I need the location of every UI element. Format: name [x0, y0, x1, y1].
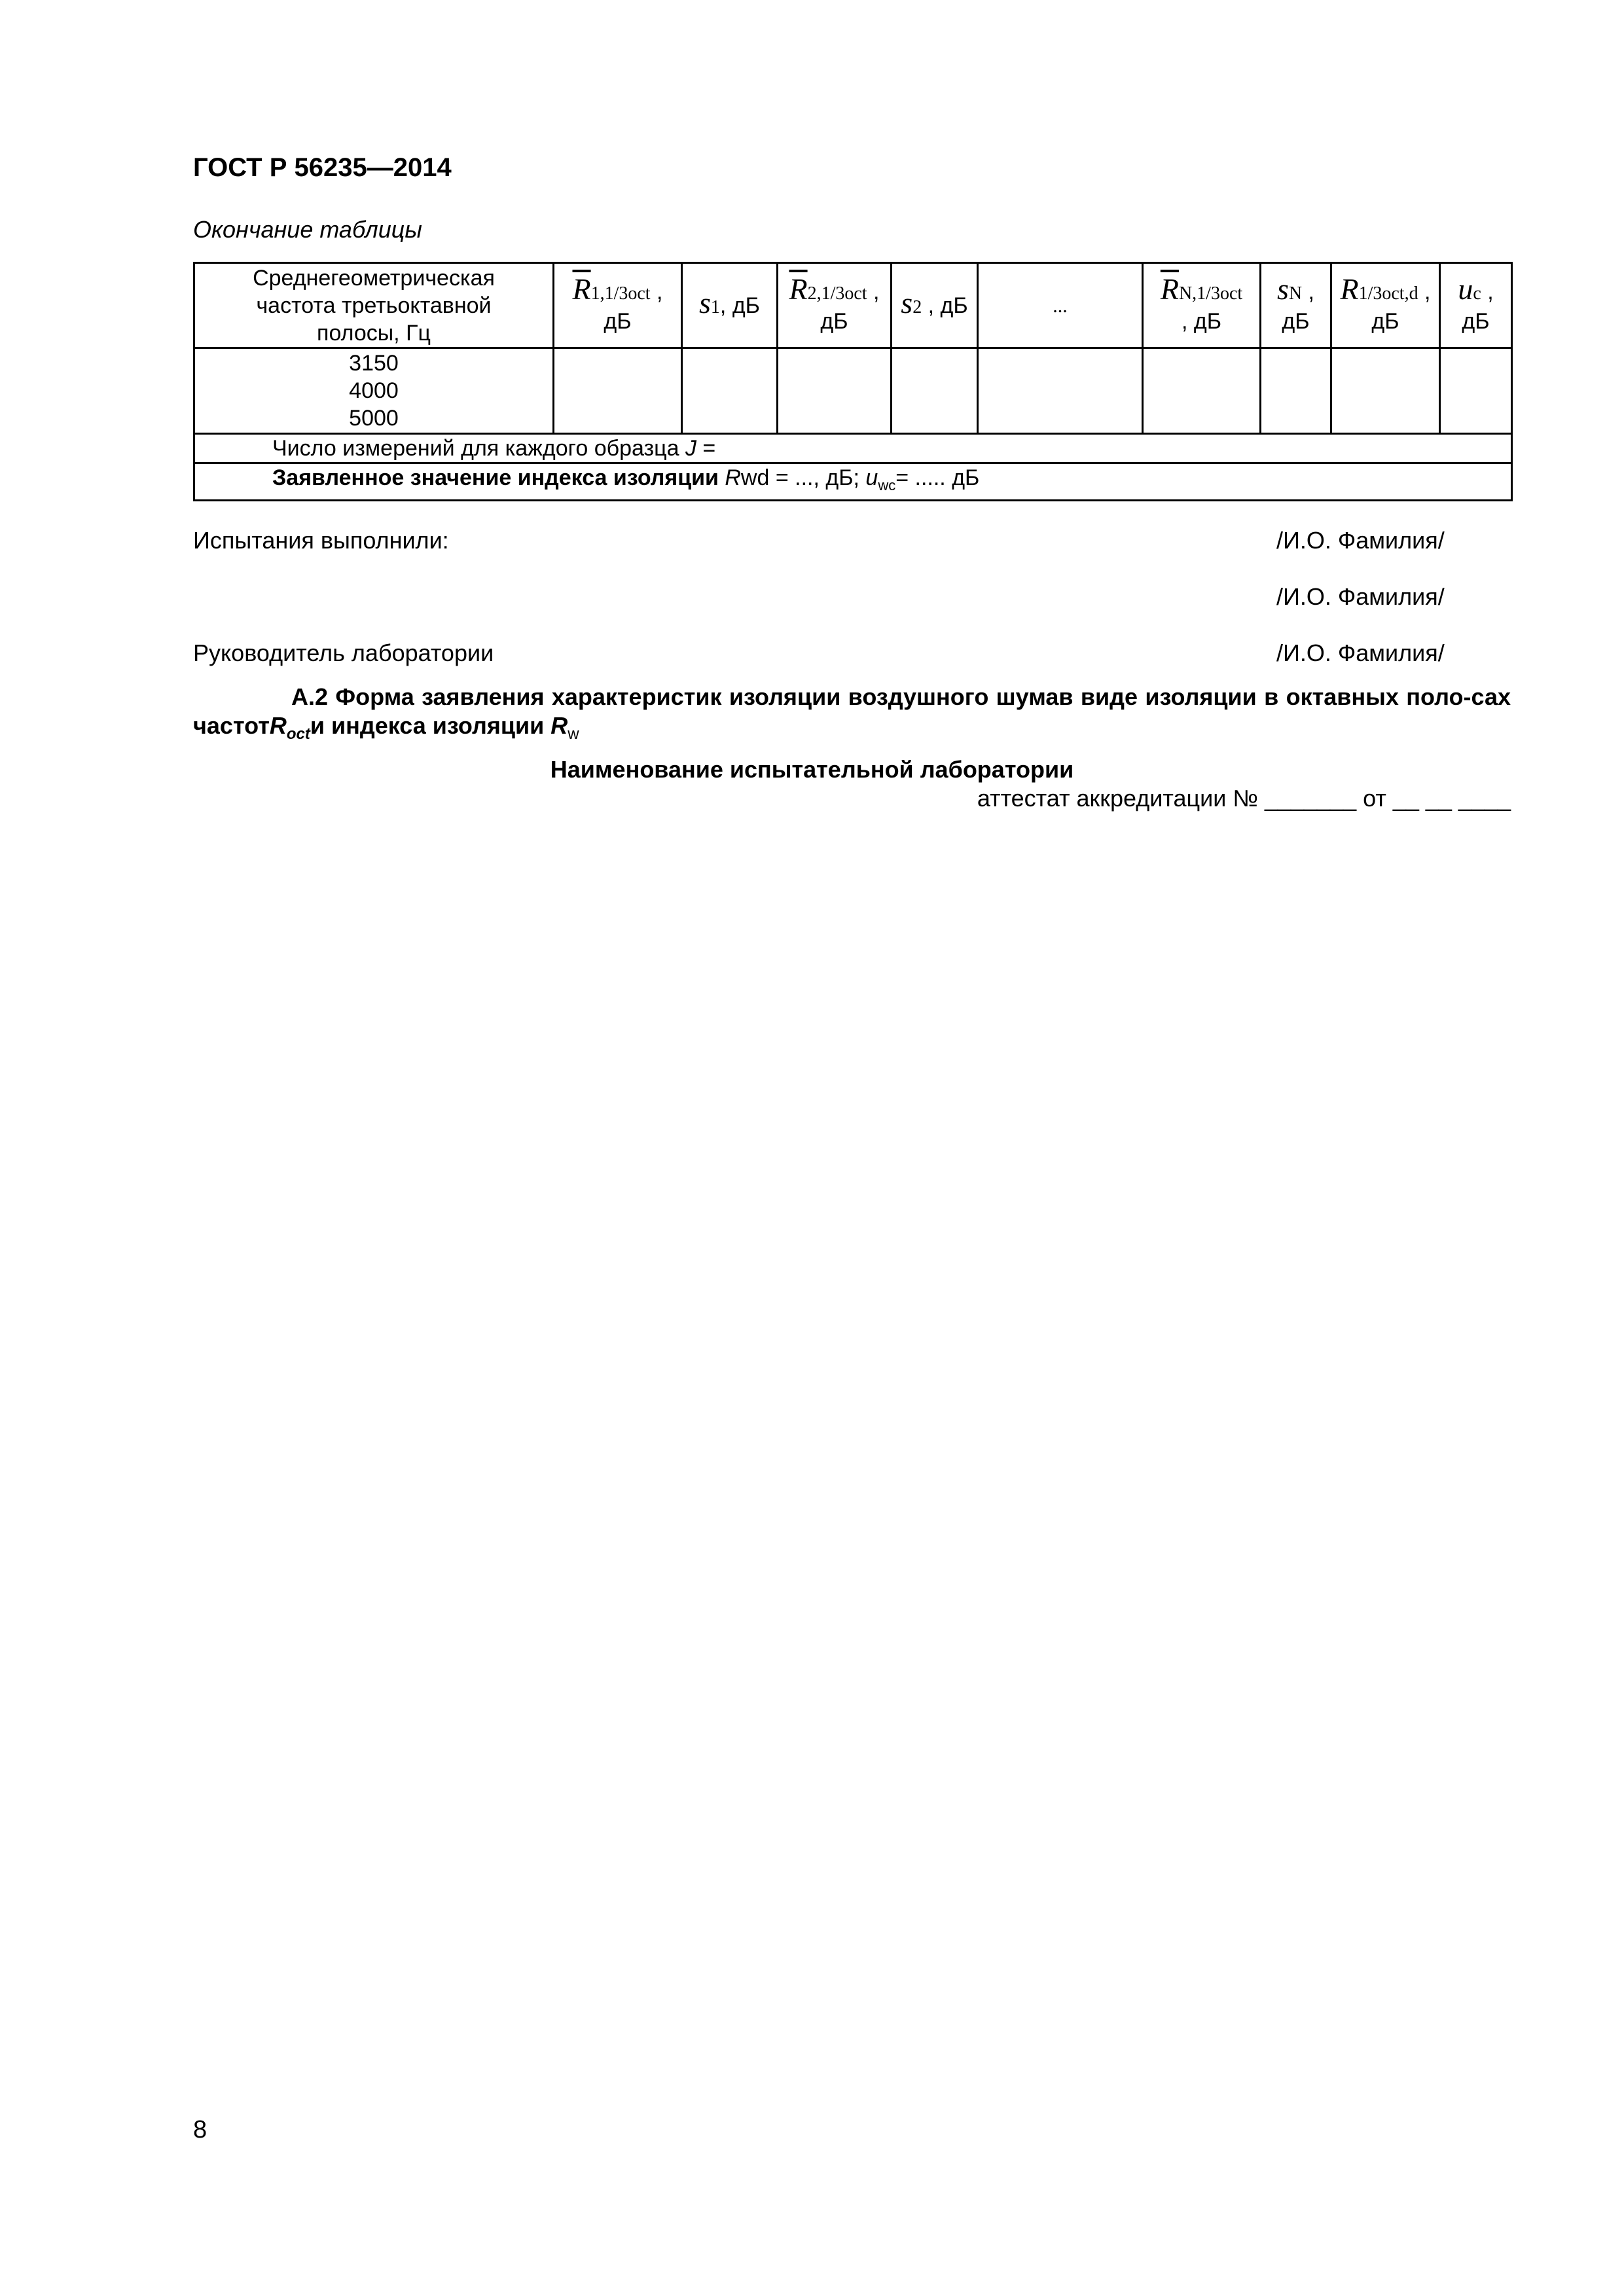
- header-frequency: Среднегеометрическая частота третьоктавной полосы, Гц: [194, 263, 554, 348]
- header-rn: $\overline{R}N,1/3oct$ , дБ: [1143, 263, 1261, 348]
- header-ellipsis: ...: [978, 263, 1143, 348]
- section-a2-heading: А.2 Форма заявления характеристик изоляции воздушного шумав виде изоляции в октавных поло-сах частотR$_{oct}$и индекса изоляции $R_w$: [193, 683, 1511, 744]
- tester-name-1: /И.О. Фамилия/: [1276, 527, 1445, 554]
- frequency-value: 4000: [349, 378, 399, 403]
- lab-name: Наименование испытательной лаборатории: [550, 756, 1074, 783]
- header-uc: uc , дБ: [1440, 263, 1512, 348]
- empty-cell: [892, 348, 978, 434]
- accreditation-line: аттестат аккредитации № _______ от __ __ ____: [977, 785, 1511, 812]
- results-table: [193, 262, 1513, 501]
- empty-cell: [1261, 348, 1331, 434]
- empty-cell: [778, 348, 892, 434]
- header-r2: $\overline{R}2,1/3oct$ , дБ: [778, 263, 892, 348]
- empty-cell: [682, 348, 778, 434]
- header-rd: R1/3oct,d , дБ: [1331, 263, 1440, 348]
- header-s2: s2 , дБ: [892, 263, 978, 348]
- empty-cell: [1143, 348, 1261, 434]
- lab-head-label: Руководитель лаборатории: [193, 639, 494, 666]
- page-number: 8: [193, 2116, 208, 2144]
- frequency-value: 5000: [349, 406, 399, 431]
- frequency-value: 3150: [349, 351, 399, 376]
- header-sn: sN , дБ: [1261, 263, 1331, 348]
- frequency-cell: [194, 348, 554, 434]
- header-s1: s1, дБ: [682, 263, 778, 348]
- measurements-count: Число измерений для каждого образца J =: [194, 434, 1512, 463]
- measurements-row: [194, 434, 1512, 463]
- data-row: [194, 348, 1512, 434]
- header-r1: $\overline{R}1,1/3oct$ , дБ: [554, 263, 682, 348]
- table-caption: Окончание таблицы: [193, 216, 422, 243]
- empty-cell: [978, 348, 1143, 434]
- declared-row: [194, 463, 1512, 501]
- document-code: ГОСТ Р 56235—2014: [193, 153, 452, 182]
- declared-value: Заявленное значение индекса изоляции Rwd = ..., дБ; $u_{wc}=$ ..... дБ: [194, 463, 1512, 501]
- header-row: [194, 263, 1512, 348]
- empty-cell: [1331, 348, 1440, 434]
- tested-by-label: Испытания выполнили:: [193, 527, 449, 554]
- empty-cell: [554, 348, 682, 434]
- lab-head-name: /И.О. Фамилия/: [1276, 639, 1445, 666]
- empty-cell: [1440, 348, 1512, 434]
- tester-name-2: /И.О. Фамилия/: [1276, 583, 1445, 610]
